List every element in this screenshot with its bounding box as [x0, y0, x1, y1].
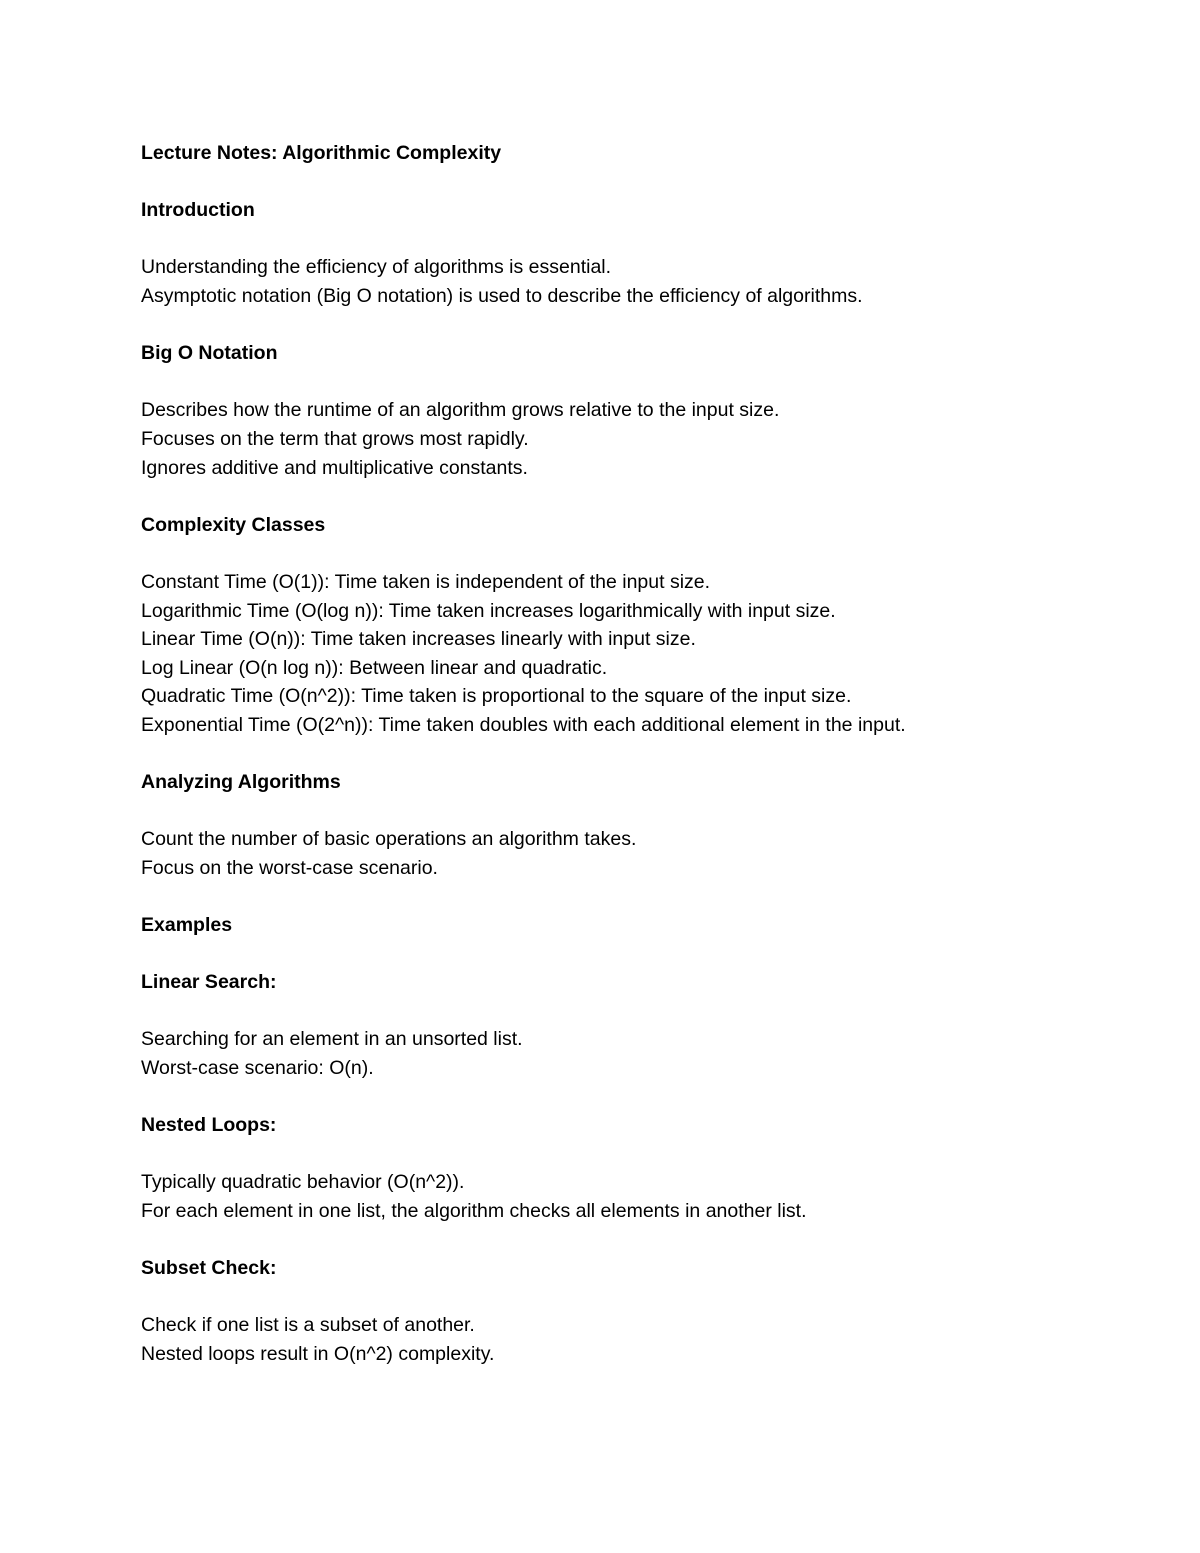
paragraph-line: Understanding the efficiency of algorithms is essential.	[141, 256, 612, 279]
document-body	[141, 139, 1101, 1369]
spacer	[141, 368, 1101, 397]
paragraph-line: Searching for an element in an unsorted list.	[141, 1028, 523, 1051]
paragraph-line: Constant Time (O(1)): Time taken is independent of the input size.	[141, 570, 711, 593]
paragraph-line: Worst-case scenario: O(n).	[141, 1057, 374, 1079]
spacer	[141, 1083, 1101, 1112]
spacer	[141, 225, 1101, 254]
paragraph-line: For each element in one list, the algorithm checks all elements in another list.	[141, 1199, 807, 1222]
paragraph-line: Logarithmic Time (O(log n)): Time taken increases logarithmically with input size.	[141, 599, 836, 622]
subheading-nested-loops: Nested Loops:	[141, 1114, 277, 1137]
paragraph-line: Exponential Time (O(2^n)): Time taken doubles with each additional element in the input.	[141, 713, 906, 736]
paragraph-line: Ignores additive and multiplicative constants.	[141, 456, 528, 479]
spacer	[141, 940, 1101, 969]
heading-complexity-classes: Complexity Classes	[141, 513, 326, 536]
paragraph-line: Focus on the worst-case scenario.	[141, 856, 438, 879]
spacer	[141, 882, 1101, 911]
spacer	[141, 997, 1101, 1026]
heading-examples: Examples	[141, 914, 233, 937]
spacer	[141, 168, 1101, 197]
heading-big-o-notation: Big O Notation	[141, 342, 278, 365]
subheading-linear-search: Linear Search:	[141, 971, 277, 994]
spacer	[141, 739, 1101, 768]
spacer	[141, 539, 1101, 568]
paragraph-line: Nested loops result in O(n^2) complexity.	[141, 1342, 495, 1365]
paragraph-line: Quadratic Time (O(n^2)): Time taken is proportional to the square of the input size.	[141, 685, 852, 708]
spacer	[141, 311, 1101, 340]
heading-analyzing-algorithms: Analyzing Algorithms	[141, 771, 341, 794]
spacer	[141, 1283, 1101, 1312]
paragraph-line: Asymptotic notation (Big O notation) is used to describe the efficiency of algorithms.	[141, 284, 863, 307]
spacer	[141, 1226, 1101, 1255]
paragraph-line: Linear Time (O(n)): Time taken increases linearly with input size.	[141, 628, 696, 651]
paragraph-line: Log Linear (O(n log n)): Between linear and quadratic.	[141, 656, 608, 679]
spacer	[141, 797, 1101, 826]
paragraph-line: Count the number of basic operations an algorithm takes.	[141, 828, 637, 851]
spacer	[141, 482, 1101, 511]
paragraph-line: Describes how the runtime of an algorithm grows relative to the input size.	[141, 399, 780, 422]
paragraph-line: Focuses on the term that grows most rapidly.	[141, 427, 529, 450]
paragraph-line: Check if one list is a subset of another.	[141, 1314, 475, 1337]
subheading-subset-check: Subset Check:	[141, 1257, 277, 1280]
spacer	[141, 1140, 1101, 1169]
paragraph-line: Typically quadratic behavior (O(n^2)).	[141, 1171, 465, 1194]
heading-introduction: Introduction	[141, 199, 255, 222]
document-title: Lecture Notes: Algorithmic Complexity	[141, 142, 502, 164]
